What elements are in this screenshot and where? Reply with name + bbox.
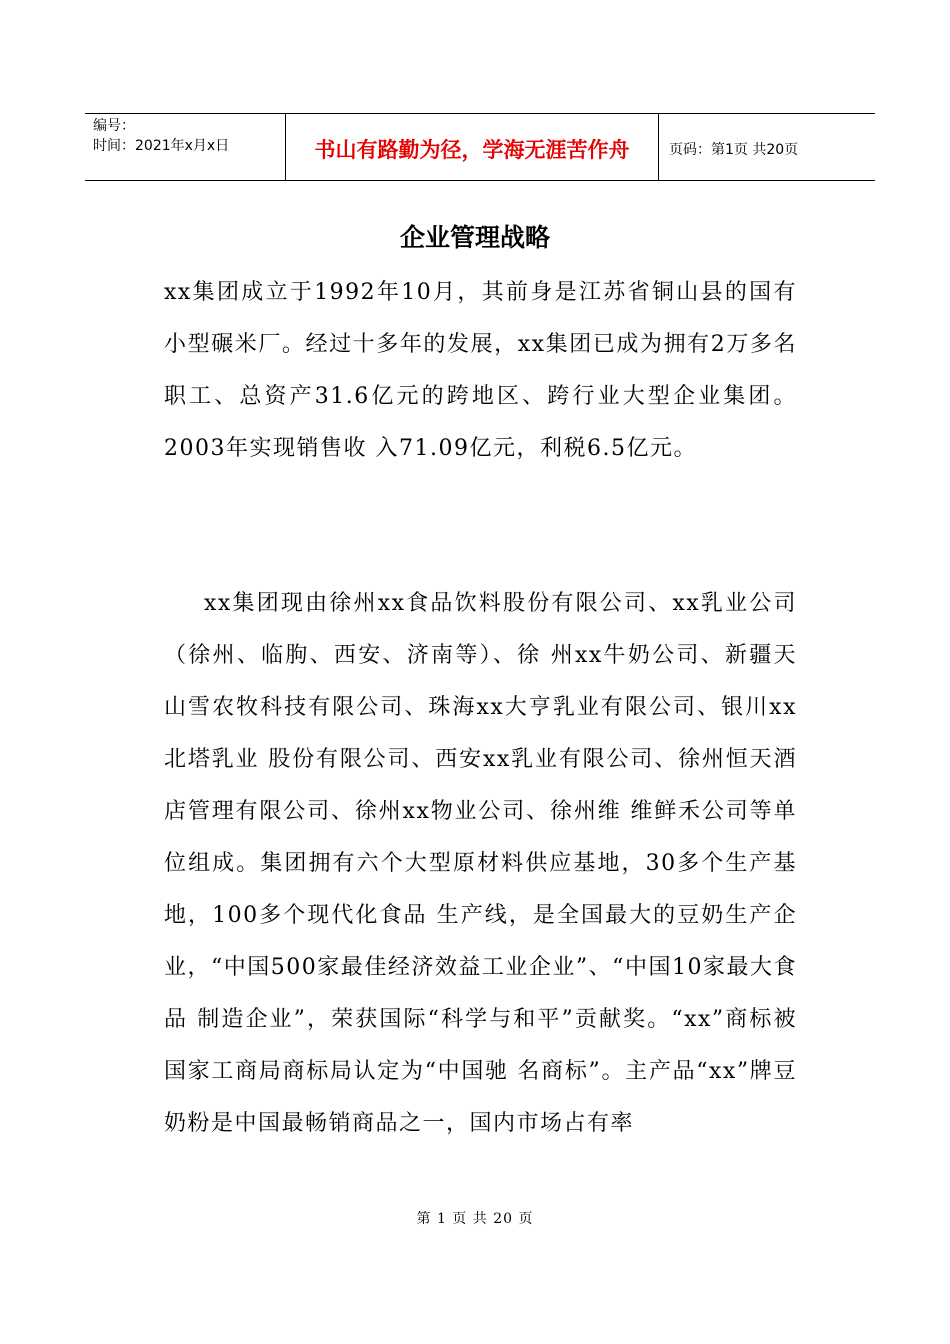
document-header-table [85, 113, 875, 181]
header-motto: 书山有路勤为径，学海无涯苦作舟 [286, 114, 659, 180]
number-label: 编号： [93, 118, 135, 134]
paragraph-intro: xx集团成立于1992年10月，其前身是江苏省铜山县的国有小型碾米厂。经过十多年的发展，xx集团已成为拥有2万多名职工、总资产31.6亿元的跨地区、跨行业大型企业集团。2003年实现销售收 入71.09亿元，利税6.5亿元。 [164, 280, 797, 461]
paragraph-composition: xx集团现由徐州xx食品饮料股份有限公司、xx乳业公司（徐州、临朐、西安、济南等）、徐 州xx牛奶公司、新疆天山雪农牧科技有限公司、珠海xx大亨乳业有限公司、银川xx北塔乳业 股份有限公司、西安xx乳业有限公司、徐州恒天酒店管理有限公司、徐州xx物业公司、徐州维 维鲜禾公司等单位组成。集团拥有六个大型原材料供应基地，30多个生产基地，100多个现代化食品 生产线，是全国最大的豆奶生产企业，“中国500家最佳经济效益工业企业”、“中国10家最大食品 制造企业”，荣获国际“科学与和平”贡献奖。“xx”商标被国家工商局商标局认定为“中国驰 名商标”。主产品“xx”牌豆奶粉是中国最畅销商品之一，国内市场占有率 [164, 591, 797, 1136]
document-title: 企业管理战略 [399, 223, 550, 252]
time-label: 时间：2021年x月x日 [93, 138, 230, 154]
header-page-info: 页码：第1页 共20页 [669, 142, 799, 158]
header-meta-cell [85, 114, 286, 180]
page-footer: 第 1 页 共 20 页 [416, 1211, 534, 1227]
